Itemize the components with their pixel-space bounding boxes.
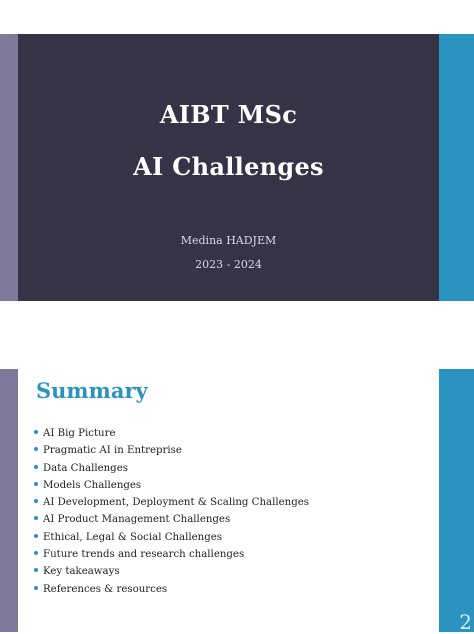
title-text-block	[18, 34, 439, 301]
bullet-icon	[34, 447, 38, 451]
list-item: Ethical, Legal & Social Challenges	[34, 529, 309, 546]
right-accent-bar	[439, 34, 474, 301]
bullet-icon	[34, 534, 38, 538]
bullet-icon	[34, 586, 38, 590]
list-item: Pragmatic AI in Entreprise	[34, 442, 309, 459]
list-item: AI Product Management Challenges	[34, 511, 309, 528]
bullet-icon	[34, 516, 38, 520]
list-item: Key takeaways	[34, 563, 309, 580]
bullet-icon	[34, 430, 38, 434]
academic-year: 2023 - 2024	[195, 258, 262, 271]
bullet-icon	[34, 499, 38, 503]
page-number: 2	[459, 610, 472, 634]
bullet-icon	[34, 551, 38, 555]
list-item: AI Development, Deployment & Scaling Challenges	[34, 494, 309, 511]
right-accent-bar	[439, 369, 474, 632]
lecture-title: AI Challenges	[133, 152, 324, 181]
summary-list	[34, 425, 309, 598]
list-item: Models Challenges	[34, 477, 309, 494]
list-item: Data Challenges	[34, 460, 309, 477]
bullet-icon	[34, 465, 38, 469]
author-name: Medina HADJEM	[180, 234, 277, 247]
summary-heading: Summary	[36, 378, 148, 403]
list-item: Future trends and research challenges	[34, 546, 309, 563]
left-accent-bar	[0, 369, 18, 632]
summary-slide	[0, 369, 474, 632]
list-item: AI Big Picture	[34, 425, 309, 442]
course-title: AIBT MSc	[159, 100, 298, 129]
bullet-icon	[34, 568, 38, 572]
bullet-icon	[34, 482, 38, 486]
title-slide	[0, 34, 474, 301]
left-accent-bar	[0, 34, 18, 301]
list-item: References & resources	[34, 581, 309, 598]
